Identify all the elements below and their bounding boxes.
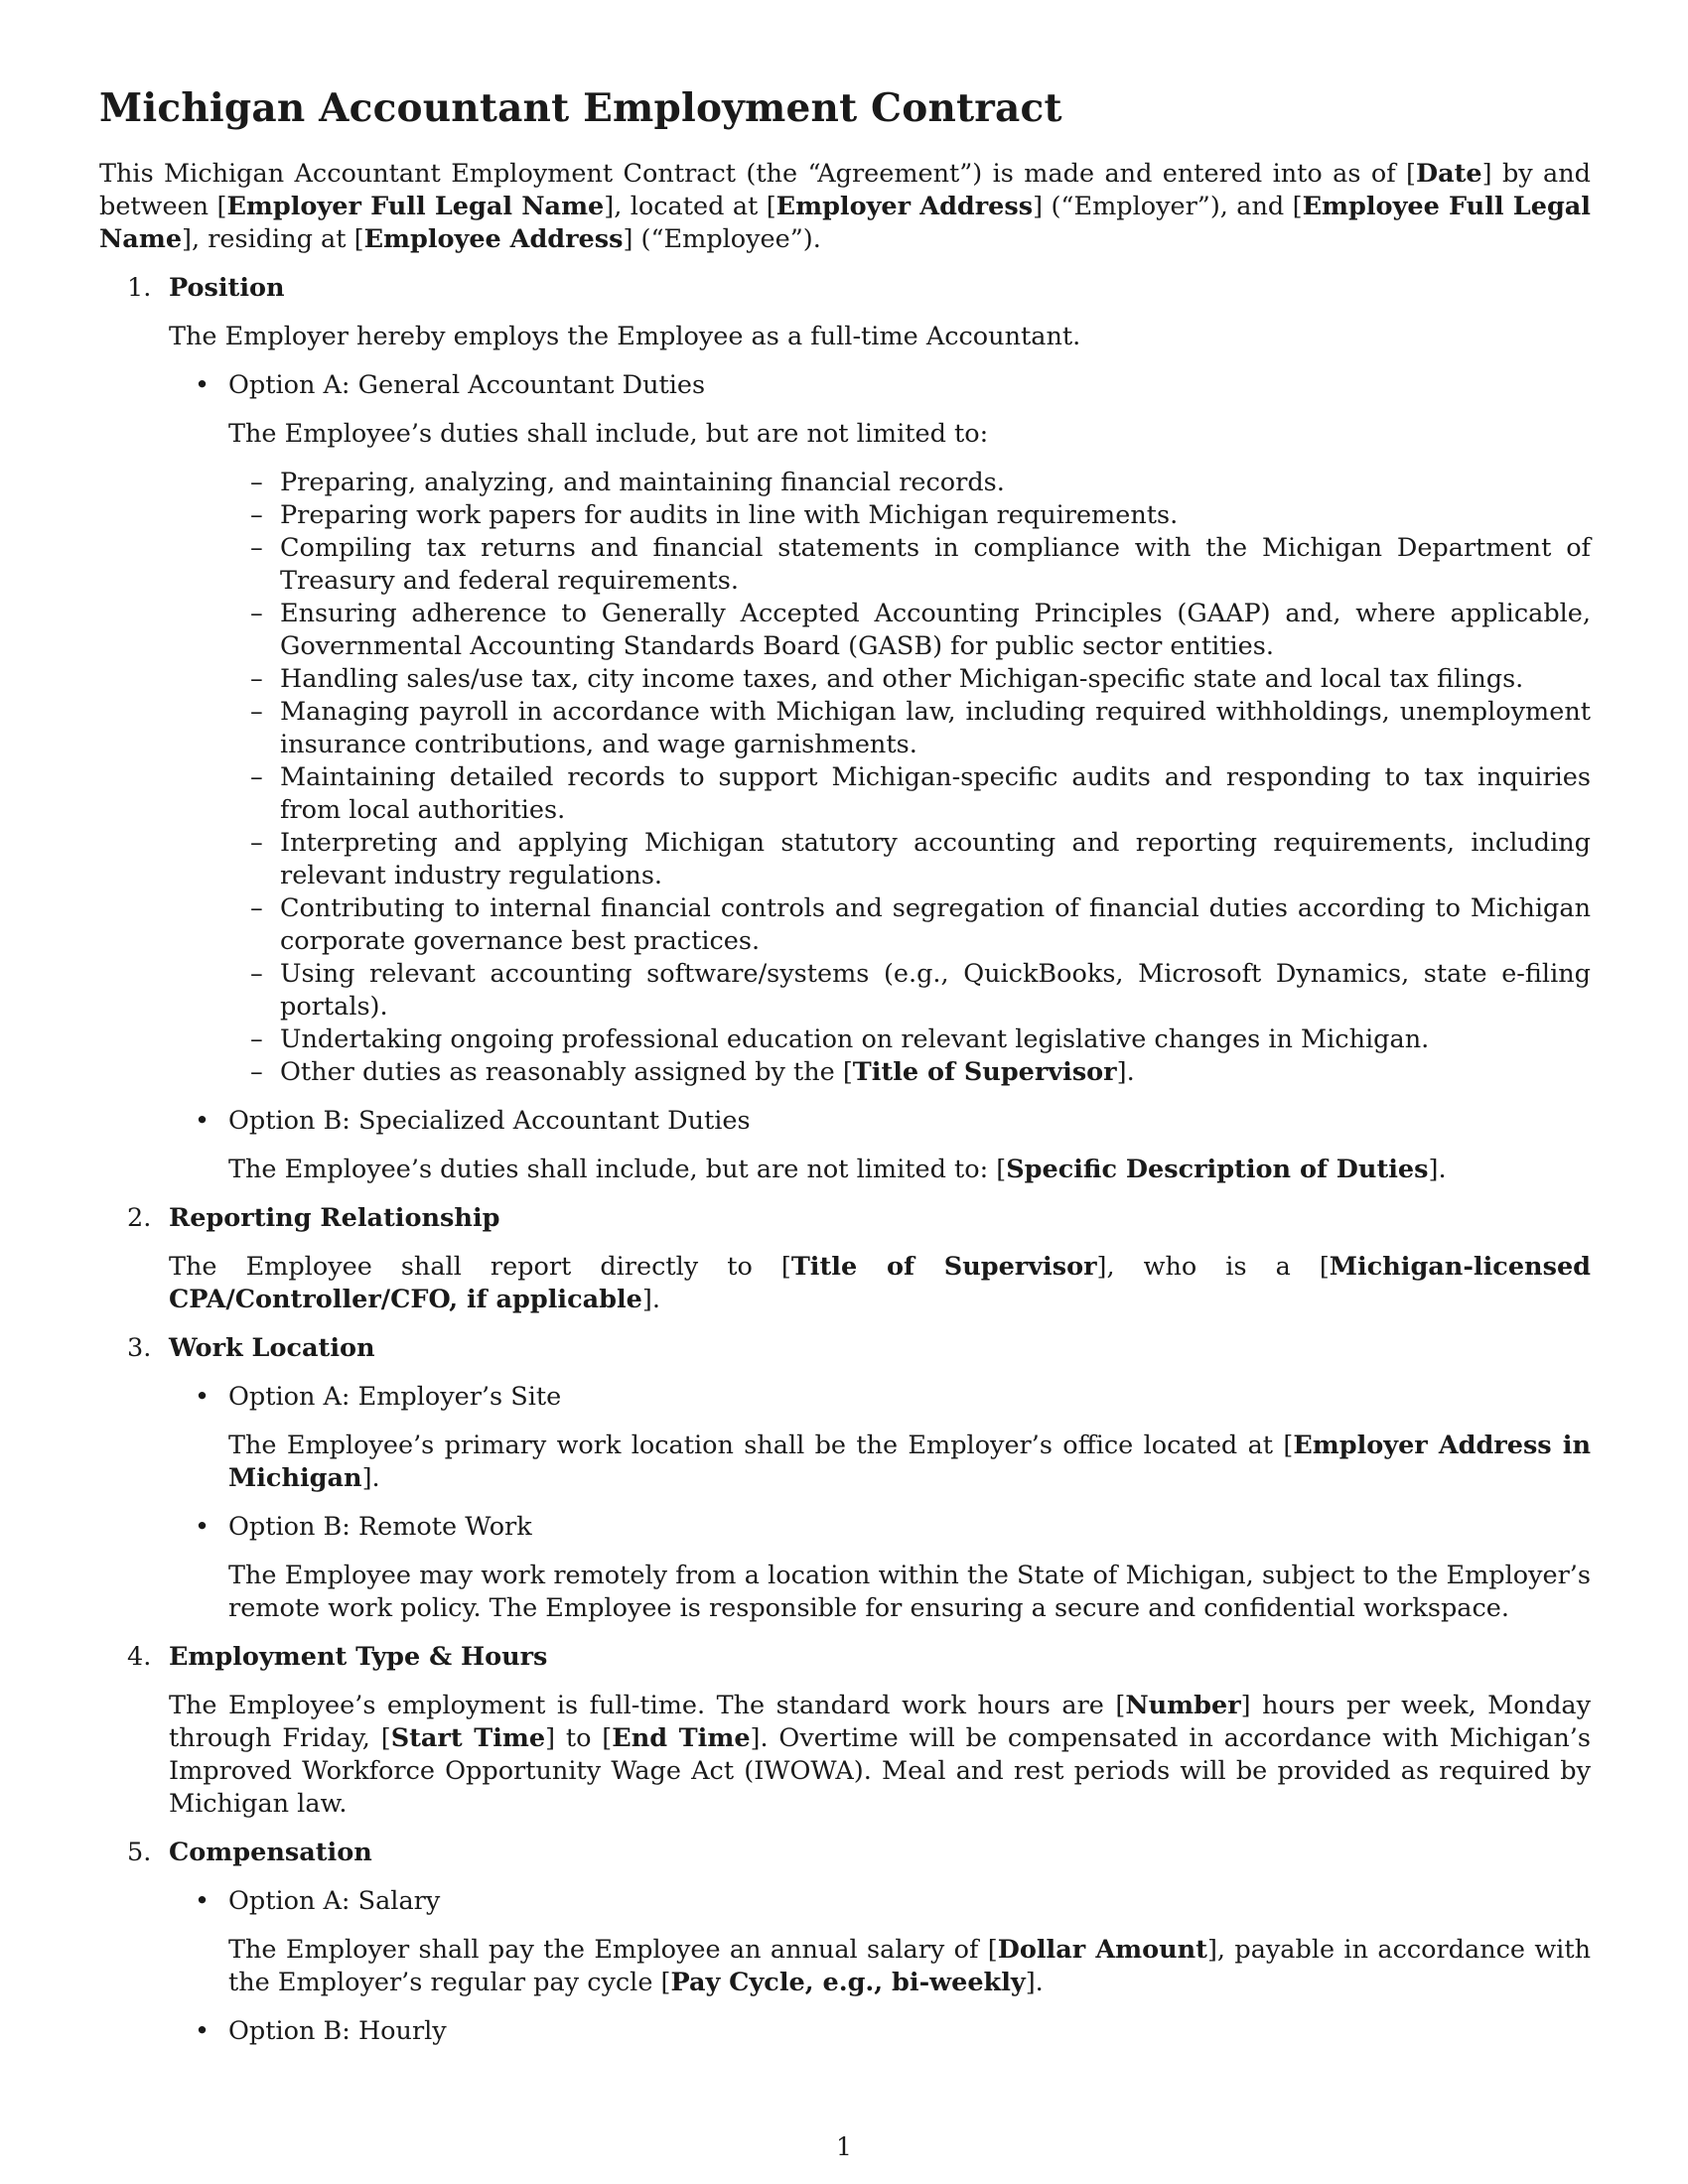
option-label: Option A: Salary [228,1885,441,1916]
section-body: The Employee shall report directly to [Title of Supervisor], who is a [Michigan-licensed CPA/Controller/CFO, if applicable]. [169,1251,1591,1314]
duty-item: – Using relevant accounting software/systems (e.g., QuickBooks, Microsoft Dynamics, state e-filing portals). [250,958,1591,1022]
option-body: The Employer shall pay the Employee an annual salary of [Dollar Amount], payable in accordance with the Employer’s regular pay cycle [Pay Cycle, e.g., bi-weekly]. [228,1934,1592,1997]
option-body: The Employee’s primary work location shall be the Employer’s office located at [Employer Address in Michigan]. [228,1430,1592,1493]
option-label: Option A: Employer’s Site [228,1381,562,1412]
dash-icon: – [250,696,263,727]
option-b-hourly [169,2015,1591,2048]
hours-placeholder: Number [1125,1690,1241,1720]
duty-item: – Handling sales/use tax, city income taxes, and other Michigan-specific state and local tax filings. [250,663,1524,694]
section-number: 2. [127,1202,152,1233]
dollar-amount-placeholder: Dollar Amount [997,1934,1207,1965]
dash-icon: – [250,467,263,497]
page-number: 1 [836,2132,852,2161]
dash-icon: – [250,532,263,563]
section-title: Work Location [169,1332,375,1363]
option-body: The Employee may work remotely from a location within the State of Michigan, subject to the Employer’s remote work policy. The Employee is responsible for ensuring a secure and confidential workspace. [228,1560,1591,1623]
dash-icon: – [250,1024,263,1054]
option-list [169,369,1591,1186]
dash-icon: – [250,598,263,628]
page-title: Michigan Accountant Employment Contract [99,85,1062,131]
duty-item: – Undertaking ongoing professional education on relevant legislative changes in Michigan. [250,1024,1430,1054]
option-label: Option B: Remote Work [228,1511,532,1542]
dash-icon: – [250,892,263,923]
supervisor-placeholder: Title of Supervisor [852,1056,1117,1087]
option-a-general-duties [169,369,1591,1089]
section-title: Position [169,272,285,303]
employee-address-placeholder: Employee Address [363,223,624,254]
section-number: 3. [127,1332,152,1363]
dash-icon: – [250,663,263,694]
option-body: The Employee’s duties shall include, but are not limited to: [Specific Description of Duties]. [228,1154,1447,1184]
bullet-icon: • [195,1511,211,1542]
dash-icon: – [250,499,263,530]
employee-name-placeholder: Employee Full Legal Name [99,191,1591,254]
bullet-icon: • [195,1381,211,1412]
duty-item: – Other duties as reasonably assigned by the [Title of Supervisor]. [250,1056,1135,1087]
section-number: 1. [127,272,152,303]
option-body: The Employee’s duties shall include, but are not limited to: [228,418,989,449]
duty-item: – Ensuring adherence to Generally Accepted Accounting Principles (GAAP) and, where applicable, Governmental Accounting Standards Board (GASB) for public sector entities. [250,598,1591,661]
option-label: Option B: Specialized Accountant Duties [228,1105,751,1136]
section-compensation [99,1837,1591,2048]
duty-item: – Contributing to internal financial controls and segregation of financial duties according to Michigan corporate governance best practices. [250,892,1591,956]
section-title: Reporting Relationship [169,1202,500,1233]
section-title: Employment Type & Hours [169,1641,548,1672]
option-list [169,1381,1591,1625]
section-title: Compensation [169,1837,372,1867]
section-body: The Employer hereby employs the Employee as a full-time Accountant. [169,321,1081,351]
bullet-icon: • [195,369,211,400]
option-label: Option B: Hourly [228,2015,447,2046]
supervisor-placeholder: Title of Supervisor [790,1251,1097,1282]
employer-address-placeholder: Employer Address [775,191,1034,221]
duty-item: – Interpreting and applying Michigan statutory accounting and reporting requirements, including relevant industry regulations. [250,827,1591,890]
section-work-location [99,1332,1591,1625]
section-position [99,272,1591,1186]
credential-placeholder: Michigan-licensed CPA/Controller/CFO, if applicable [169,1251,1591,1314]
duty-item: – Preparing work papers for audits in line with Michigan requirements. [250,499,1179,530]
contract-sections [99,272,1591,2048]
duty-item: – Preparing, analyzing, and maintaining financial records. [250,467,1005,497]
duty-item: – Compiling tax returns and financial statements in compliance with the Michigan Department of Treasury and federal requirements. [250,532,1591,596]
dash-icon: – [250,958,263,989]
option-a-salary [169,1885,1591,1999]
duty-item: – Maintaining detailed records to support Michigan-specific audits and responding to tax inquiries from local authorities. [250,761,1591,825]
option-b-remote-work [169,1511,1591,1625]
duty-item: – Managing payroll in accordance with Michigan law, including required withholdings, unemployment insurance contributions, and wage garnishments. [250,696,1591,759]
start-time-placeholder: Start Time [390,1722,546,1753]
duties-placeholder: Specific Description of Duties [1006,1154,1429,1184]
bullet-icon: • [195,1105,211,1136]
employer-name-placeholder: Employer Full Legal Name [226,191,605,221]
section-number: 4. [127,1641,152,1672]
option-label: Option A: General Accountant Duties [228,369,706,400]
option-list [169,1885,1591,2048]
section-employment-type-hours [99,1641,1591,1821]
date-placeholder: Date [1415,158,1482,189]
bullet-icon: • [195,1885,211,1916]
option-b-specialized-duties [169,1105,1591,1186]
intro-paragraph: This Michigan Accountant Employment Contract (the “Agreement”) is made and entered into as of [Date] by and between [Employer Full Legal Name], located at [Employer Address] (“Employer”), and [Employee Full Legal Name], residing at [Employee Address] (“Employee”). [99,158,1591,254]
dash-icon: – [250,761,263,792]
duties-list [228,467,1591,1089]
bullet-icon: • [195,2015,211,2046]
dash-icon: – [250,827,263,858]
michigan-address-placeholder: Employer Address in Michigan [228,1430,1592,1493]
section-number: 5. [127,1837,152,1867]
pay-cycle-placeholder: Pay Cycle, e.g., bi-weekly [670,1967,1026,1997]
section-reporting-relationship [99,1202,1591,1316]
section-body: The Employee’s employment is full-time. The standard work hours are [Number] hours per week, Monday through Friday, [Start Time] to [End Time]. Overtime will be compensated in accordance with Michigan’s Improved Workforce Opportunity Wage Act (IWOWA). Meal and rest periods will be provided as required by Michigan law. [169,1690,1591,1819]
end-time-placeholder: End Time [612,1722,751,1753]
option-a-employer-site [169,1381,1591,1495]
dash-icon: – [250,1056,263,1087]
